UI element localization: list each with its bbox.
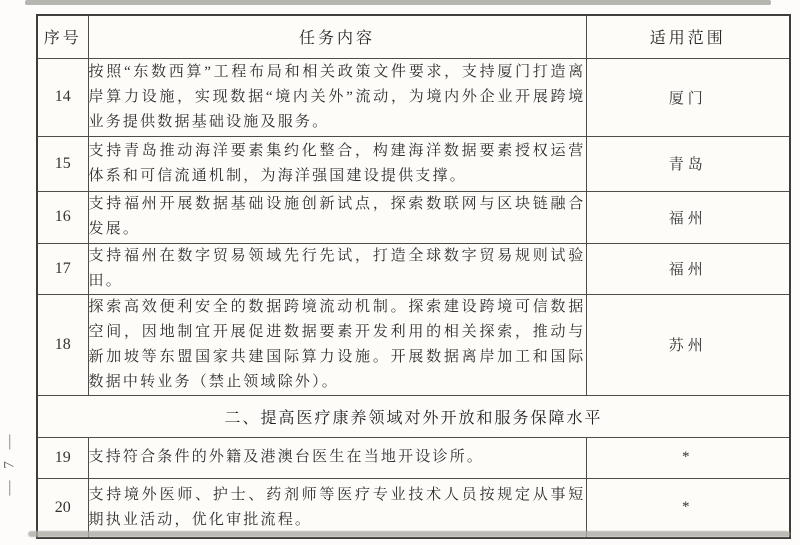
row-content: 支持福州开展数据基础设施创新试点，探索数联网与区块链融合发展。 <box>88 191 586 243</box>
section-header: 二、提高医疗康养领域对外开放和服务保障水平 <box>37 395 790 437</box>
row-no: 14 <box>37 58 88 136</box>
scan-artifact-bottom <box>28 531 790 537</box>
column-header-no: 序号 <box>37 15 88 58</box>
table-row <box>37 437 790 478</box>
row-scope: * <box>586 437 790 478</box>
column-header-content: 任务内容 <box>88 15 586 58</box>
section-header-row <box>37 395 790 437</box>
row-no: 19 <box>37 437 88 478</box>
table-row <box>37 243 790 294</box>
row-content: 支持青岛推动海洋要素集约化整合，构建海洋数据要素授权运营体系和可信流通机制，为海洋强国建设提供支撑。 <box>88 136 586 191</box>
row-content: 支持境外医师、护士、药剂师等医疗专业技术人员按规定从事短期执业活动，优化审批流程。 <box>88 478 586 538</box>
tasks-table <box>36 14 791 539</box>
table-row <box>37 191 790 243</box>
row-no: 17 <box>37 243 88 294</box>
row-no: 15 <box>37 136 88 191</box>
row-scope: 苏州 <box>586 294 790 395</box>
column-header-scope: 适用范围 <box>586 15 790 58</box>
table-row <box>37 58 790 136</box>
row-no: 20 <box>37 478 88 538</box>
row-scope: 厦门 <box>586 58 790 136</box>
table-row <box>37 136 790 191</box>
row-content: 支持福州在数字贸易领域先行先试，打造全球数字贸易规则试验田。 <box>88 243 586 294</box>
row-scope: * <box>586 478 790 538</box>
row-no: 16 <box>37 191 88 243</box>
table-header-row <box>37 15 790 58</box>
row-scope: 福州 <box>586 243 790 294</box>
table-row <box>37 294 790 395</box>
row-scope: 福州 <box>586 191 790 243</box>
row-scope: 青岛 <box>586 136 790 191</box>
row-no: 18 <box>37 294 88 395</box>
scan-artifact-top <box>25 0 771 5</box>
row-content: 支持符合条件的外籍及港澳台医生在当地开设诊所。 <box>88 437 586 478</box>
page-number: — 7 — <box>1 430 18 496</box>
row-content: 探索高效便利安全的数据跨境流动机制。探索建设跨境可信数据空间，因地制宜开展促进数据要素开发利用的相关探索，推动与新加坡等东盟国家共建国际算力设施。开展数据离岸加工和国际数据中转业务（禁止领域除外）。 <box>88 294 586 395</box>
table-row <box>37 478 790 538</box>
row-content: 按照“东数西算”工程布局和相关政策文件要求，支持厦门打造离岸算力设施，实现数据“境内关外”流动，为境内外企业开展跨境业务提供数据基础设施及服务。 <box>88 58 586 136</box>
